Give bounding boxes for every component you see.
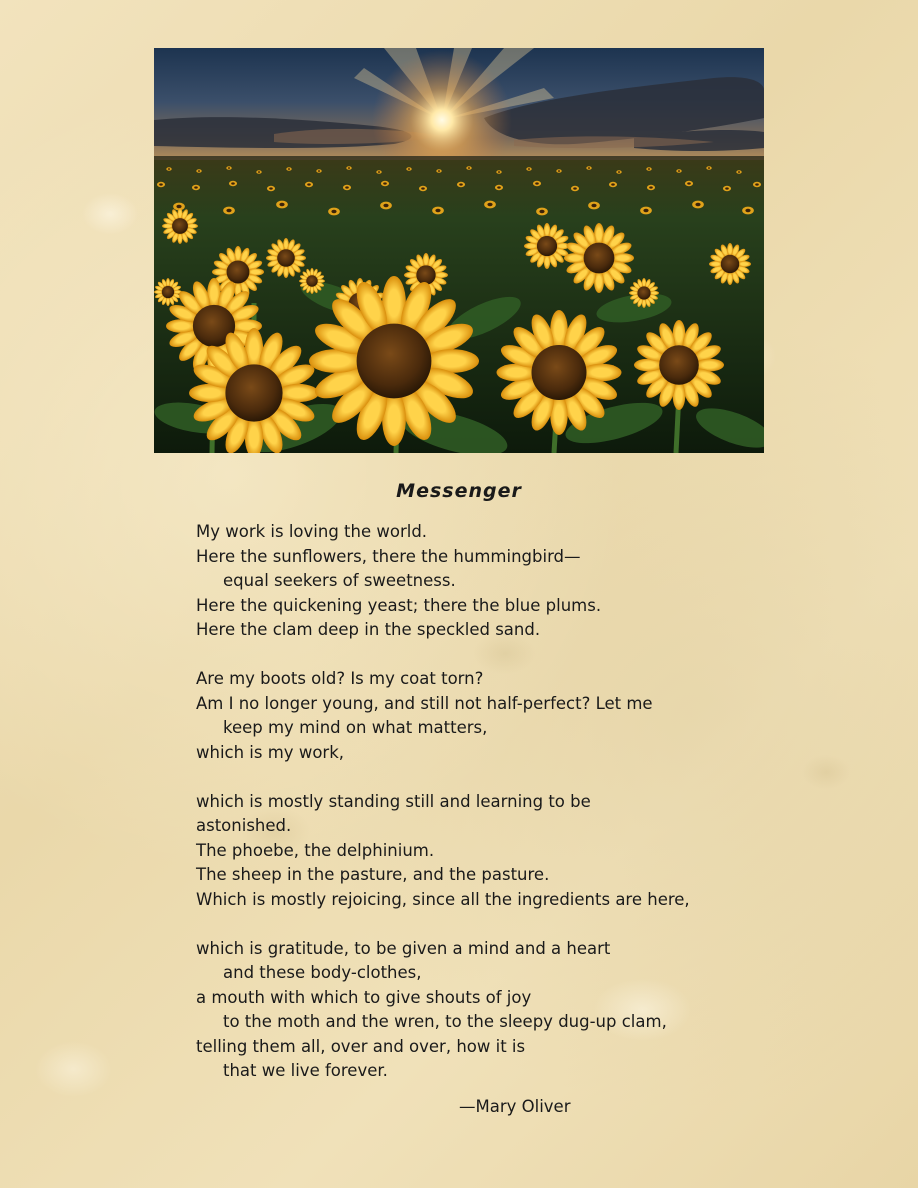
poem-line: Am I no longer young, and still not half-perfect? Let me [196,693,653,713]
poem-line: The phoebe, the delphinium. [196,840,435,860]
poem-author: —Mary Oliver [459,1097,571,1116]
poem-line: Which is mostly rejoicing, since all the ingredients are here, [196,889,690,909]
poem-line: keep my mind on what matters, [223,718,488,737]
sunflower-photo [154,48,764,453]
poem-line: and these body-clothes, [223,963,422,982]
poem-line: equal seekers of sweetness. [223,571,456,590]
poem-line: that we live forever. [223,1061,388,1080]
stanza [196,937,796,1084]
poem-line: My work is loving the world. [196,522,428,541]
poem-line: Here the sunflowers, there the hummingbird— [196,546,581,566]
stanza [196,520,796,643]
poem-line: which is gratitude, to be given a mind and a heart [196,938,611,958]
poem-line: astonished. [196,816,292,835]
stanza [196,790,796,913]
poem-line: to the moth and the wren, to the sleepy dug-up clam, [223,1012,667,1031]
poem-line: telling them all, over and over, how it is [196,1036,526,1056]
poem-line: Are my boots old? Is my coat torn? [196,669,484,688]
poem-line: which is mostly standing still and learning to be [196,791,591,811]
poem-body [196,520,796,1108]
poem-line: which is my work, [196,742,344,762]
poem-line: The sheep in the pasture, and the pasture. [196,865,550,884]
poem-line: Here the quickening yeast; there the blue plums. [196,595,602,615]
stanza [196,667,796,765]
poem-line: Here the clam deep in the speckled sand. [196,620,541,639]
poem-title: Messenger [396,480,522,502]
poem-line: a mouth with which to give shouts of joy [196,987,532,1007]
